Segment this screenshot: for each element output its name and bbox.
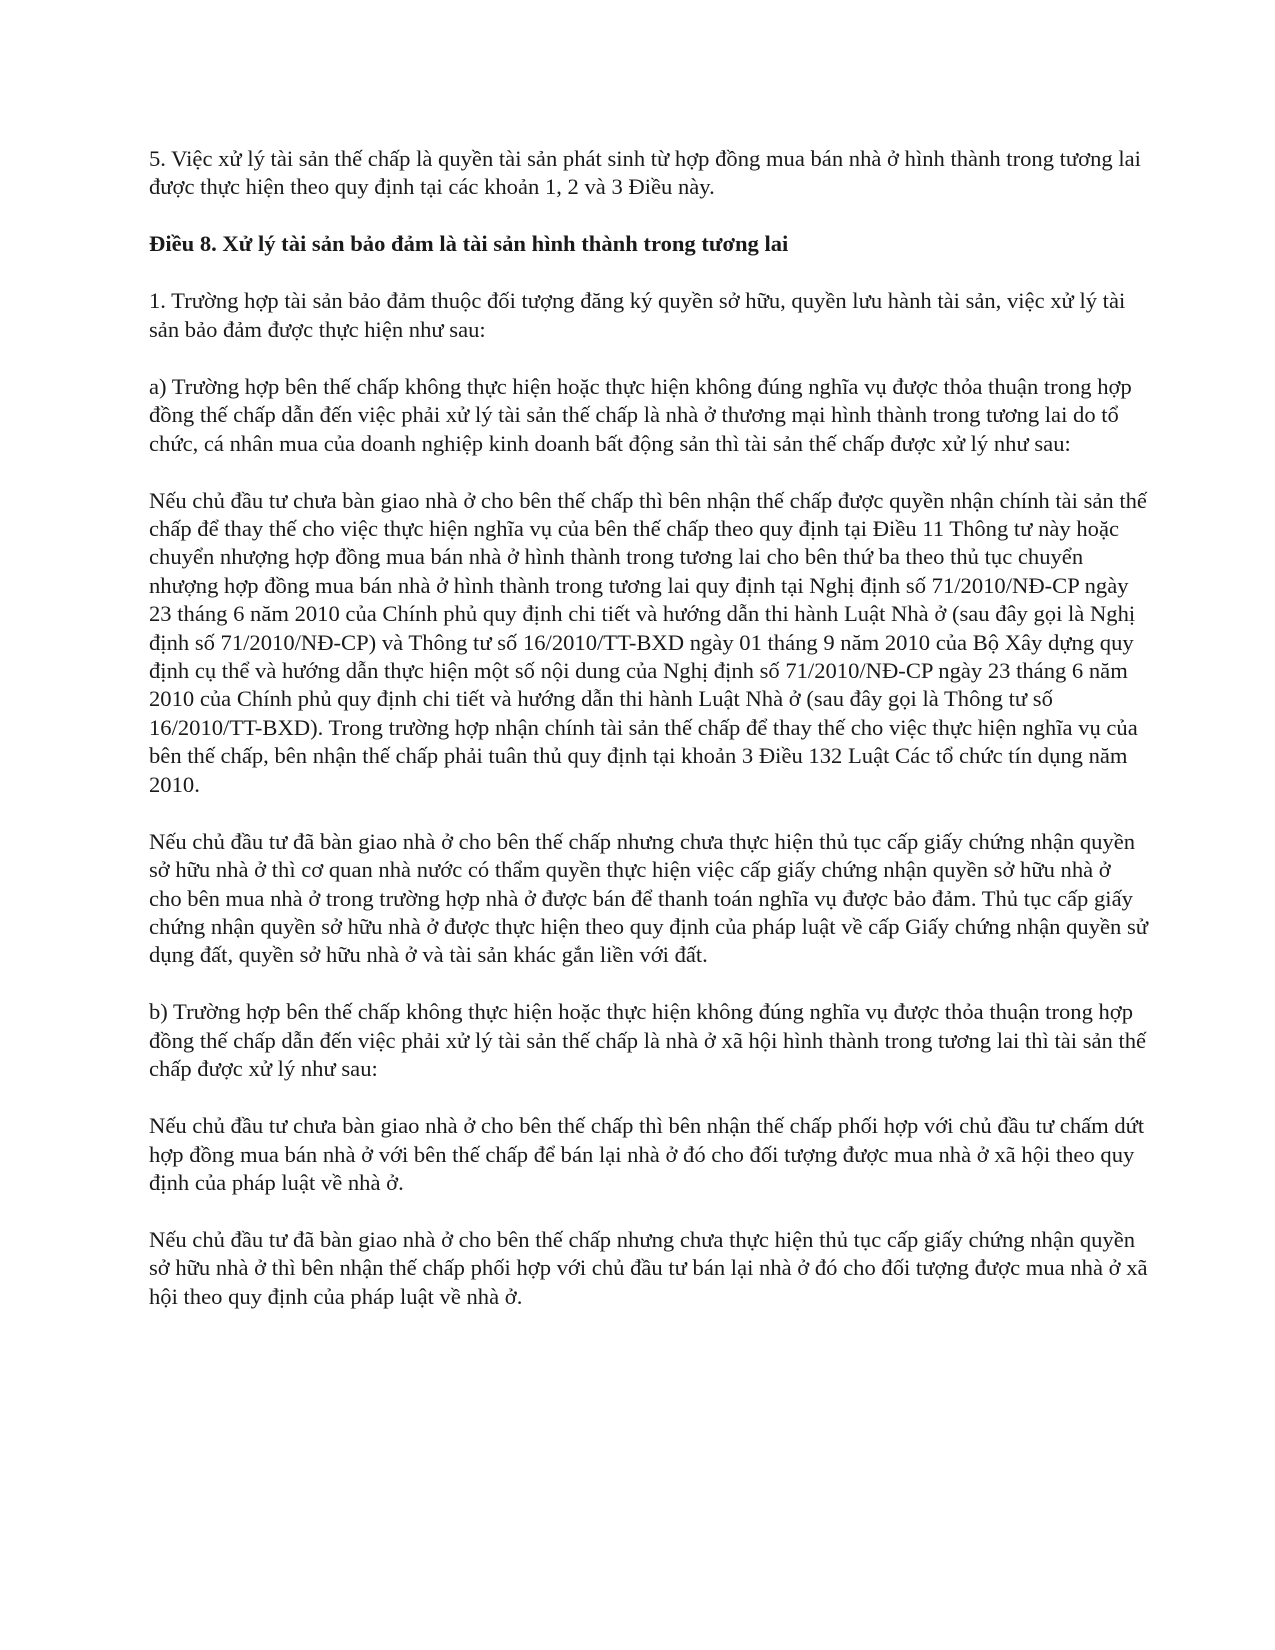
paragraph-clause-5: 5. Việc xử lý tài sản thế chấp là quyền tài sản phát sinh từ hợp đồng mua bán nhà ở hình thành trong tương lai được thực hiện theo quy định tại các khoản 1, 2 và 3 Điều này. (149, 146, 1141, 200)
paragraph-point-b: b) Trường hợp bên thế chấp không thực hiện hoặc thực hiện không đúng nghĩa vụ được thỏa thuận trong hợp đồng thế chấp dẫn đến việc phải xử lý tài sản thế chấp là nhà ở xã hội hình thành trong tương lai thì tài sản thế chấp được xử lý như sau: (149, 999, 1147, 1082)
paragraph-point-a-case-2: Nếu chủ đầu tư đã bàn giao nhà ở cho bên thế chấp nhưng chưa thực hiện thủ tục cấp giấy chứng nhận quyền sở hữu nhà ở thì cơ quan nhà nước có thẩm quyền thực hiện việc cấp giấy chứng nhận quyền sở hữu nhà ở cho bên mua nhà ở trong trường hợp nhà ở được bán để thanh toán nghĩa vụ được bảo đảm. Thủ tục cấp giấy chứng nhận quyền sở hữu nhà ở được thực hiện theo quy định của pháp luật về cấp Giấy chứng nhận quyền sử dụng đất, quyền sở hữu nhà ở và tài sản khác gắn liền với đất. (149, 828, 1149, 968)
paragraph-point-b-case-2: Nếu chủ đầu tư đã bàn giao nhà ở cho bên thế chấp nhưng chưa thực hiện thủ tục cấp giấy chứng nhận quyền sở hữu nhà ở thì bên nhận thế chấp phối hợp với chủ đầu tư bán lại nhà ở đó cho đối tượng được mua nhà ở xã hội theo quy định của pháp luật về nhà ở. (149, 1226, 1148, 1309)
paragraph-clause-1: 1. Trường hợp tài sản bảo đảm thuộc đối tượng đăng ký quyền sở hữu, quyền lưu hành tài sản, việc xử lý tài sản bảo đảm được thực hiện như sau: (149, 288, 1126, 342)
article-8-heading: Điều 8. Xử lý tài sản bảo đảm là tài sản hình thành trong tương lai (149, 231, 789, 257)
paragraph-point-a-case-1: Nếu chủ đầu tư chưa bàn giao nhà ở cho bên thế chấp thì bên nhận thế chấp được quyền nhận chính tài sản thế chấp để thay thế cho việc thực hiện nghĩa vụ của bên thế chấp theo quy định tại Điều 11 Thông tư này hoặc chuyển nhượng hợp đồng mua bán nhà ở hình thành trong tương lai cho bên thứ ba theo thủ tục chuyển nhượng hợp đồng mua bán nhà ở hình thành trong tương lai quy định tại Nghị định số 71/2010/NĐ-CP ngày 23 tháng 6 năm 2010 của Chính phủ quy định chi tiết và hướng dẫn thi hành Luật Nhà ở (sau đây gọi là Nghị định số 71/2010/NĐ-CP) và Thông tư số 16/2010/TT-BXD ngày 01 tháng 9 năm 2010 của Bộ Xây dựng quy định cụ thể và hướng dẫn thực hiện một số nội dung của Nghị định số 71/2010/NĐ-CP ngày 23 tháng 6 năm 2010 của Chính phủ quy định chi tiết và hướng dẫn thi hành Luật Nhà ở (sau đây gọi là Thông tư số 16/2010/TT-BXD). Trong trường hợp nhận chính tài sản thế chấp để thay thế cho việc thực hiện nghĩa vụ của bên thế chấp, bên nhận thế chấp phải tuân thủ quy định tại khoản 3 Điều 132 Luật Các tổ chức tín dụng năm 2010. (149, 487, 1147, 797)
paragraph-point-a: a) Trường hợp bên thế chấp không thực hiện hoặc thực hiện không đúng nghĩa vụ được thỏa thuận trong hợp đồng thế chấp dẫn đến việc phải xử lý tài sản thế chấp là nhà ở thương mại hình thành trong tương lai do tổ chức, cá nhân mua của doanh nghiệp kinh doanh bất động sản thì tài sản thế chấp được xử lý như sau: (149, 373, 1132, 456)
paragraph-point-b-case-1: Nếu chủ đầu tư chưa bàn giao nhà ở cho bên thế chấp thì bên nhận thế chấp phối hợp với chủ đầu tư chấm dứt hợp đồng mua bán nhà ở với bên thế chấp để bán lại nhà ở đó cho đối tượng được mua nhà ở xã hội theo quy định của pháp luật về nhà ở. (149, 1113, 1145, 1195)
document-body (149, 145, 1149, 1311)
